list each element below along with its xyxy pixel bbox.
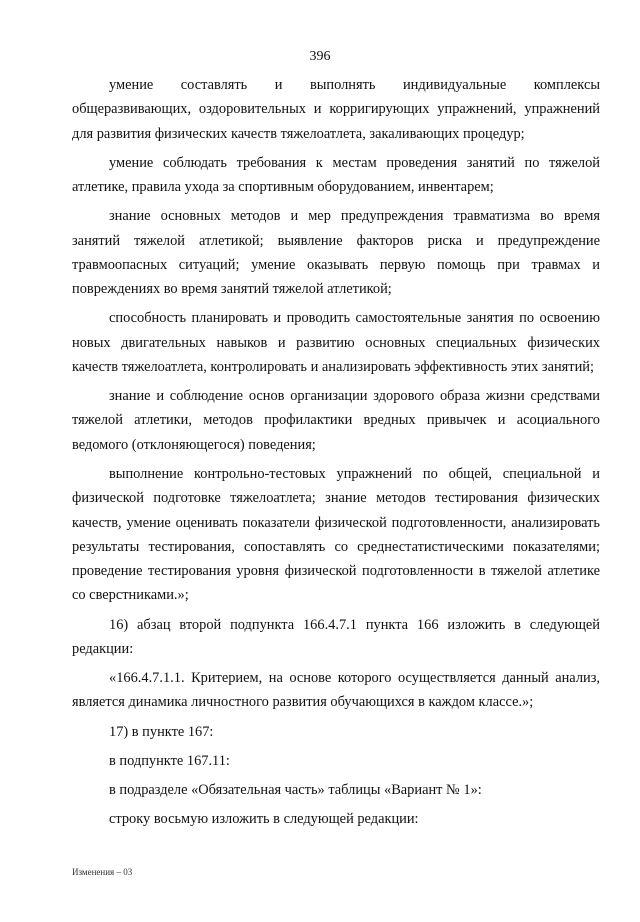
paragraph-item-16: 16) абзац второй подпункта 166.4.7.1 пункта 166 изложить в следующей редакции: (72, 616, 600, 657)
paragraph-control-tests: выполнение контрольно-тестовых упражнений по общей, специальной и физической подготовке тяжелоатлета; знание методов тестирования физических качеств, умение оценивать показатели физической подготовленности, анализировать результаты тестирования, сопоставлять со среднестатистическими показателями; проведение тестирования уровня физической подготовленности в тяжелой атлетике со сверстниками.»; (72, 465, 600, 604)
paragraph-skill-complexes: умение составлять и выполнять индивидуальные комплексы общеразвивающих, оздоровительных и корригирующих упражнений, упражнений для развития физических качеств тяжелоатлета, закаливающих процедур; (72, 77, 600, 142)
paragraph-row-eight: строку восьмую изложить в следующей редакции: (109, 811, 419, 828)
footer-revision-note: Изменения – 03 (72, 867, 133, 877)
paragraph-criterion-166: «166.4.7.1.1. Критерием, на основе которого осуществляется данный анализ, является динамика личностного развития обучающихся в каждом классе.»; (72, 670, 600, 711)
paragraph-safety-requirements: умение соблюдать требования к местам проведения занятий по тяжелой атлетике, правила ухода за спортивным оборудованием, инвентарем; (72, 154, 600, 196)
paragraph-injury-prevention: знание основных методов и мер предупреждения травматизма во время занятий тяжелой атлетикой; выявление факторов риска и предупреждение травмоопасных ситуаций; умение оказывать первую помощь при травмах и повреждениях во время занятий тяжелой атлетикой; (72, 208, 600, 298)
paragraph-healthy-lifestyle: знание и соблюдение основ организации здорового образа жизни средствами тяжелой атлетики, методов профилактики вредных привычек и асоциального ведомого (отклоняющегося) поведения; (72, 388, 600, 453)
paragraph-subitem-167-11: в подпункте 167.11: (109, 752, 230, 769)
paragraph-mandatory-part: в подразделе «Обязательная часть» таблицы «Вариант № 1»: (109, 781, 482, 798)
document-body (72, 73, 600, 836)
paragraph-independent-training: способность планировать и проводить самостоятельные занятия по освоению новых двигательных навыков и развитию основных специальных физических качеств тяжелоатлета, контролировать и анализировать эффективность этих занятий; (72, 310, 600, 375)
paragraph-item-17: 17) в пункте 167: (109, 723, 214, 740)
page-number: 396 (309, 49, 331, 64)
